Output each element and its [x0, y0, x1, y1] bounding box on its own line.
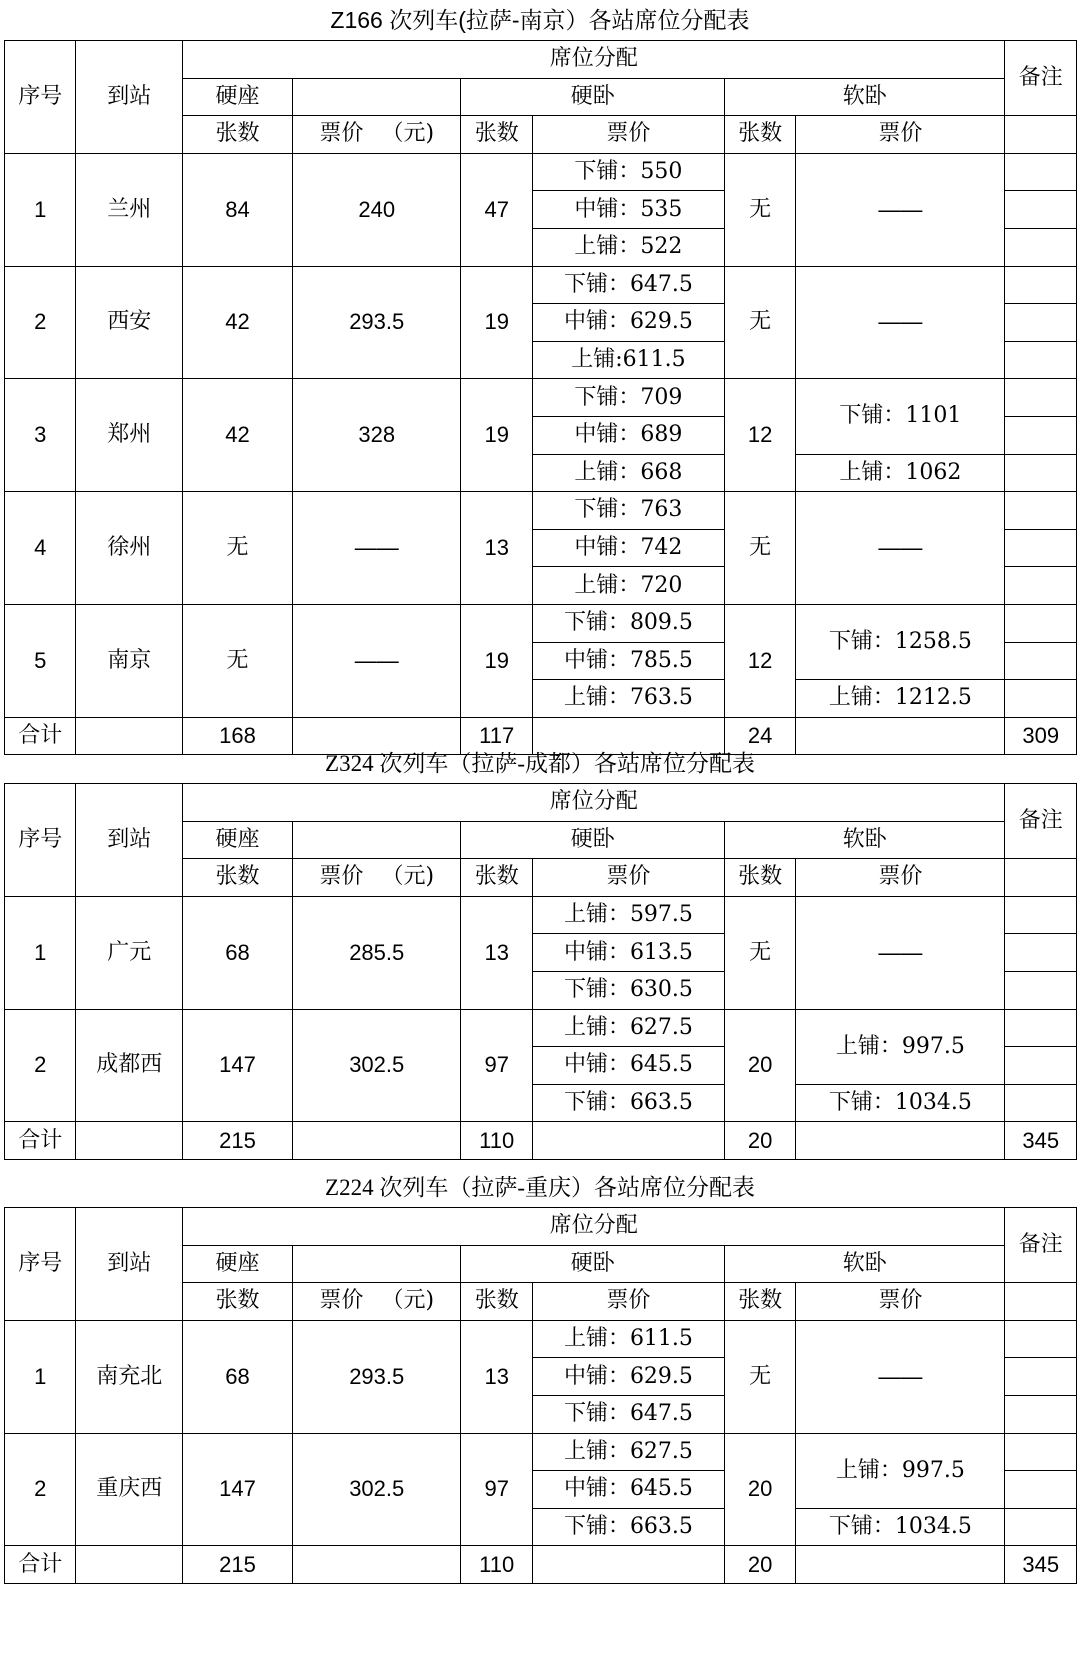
soft-sleeper-price: ——: [796, 153, 1005, 266]
hard-sleeper-berth-price: 上铺：627.5: [532, 1009, 724, 1047]
total-hard-sleeper: 117: [461, 717, 532, 755]
blank-cell: [76, 1122, 183, 1160]
soft-sleeper-berth-price: 下铺：1258.5: [796, 604, 1005, 679]
header-remark: 备注: [1005, 41, 1077, 116]
remark-cell: [1005, 266, 1077, 304]
soft-sleeper-berth-price: 下铺：1034.5: [796, 1084, 1005, 1122]
soft-sleeper-count: 无: [724, 1320, 795, 1433]
total-soft-sleeper: 20: [724, 1122, 795, 1160]
total-soft-sleeper: 20: [724, 1546, 795, 1584]
header-hard-sleeper-price: 票价: [532, 116, 724, 154]
header-row: [5, 41, 1077, 79]
hard-sleeper-berth-price: 上铺：763.5: [532, 680, 724, 718]
header-soft-sleeper-price: 票价: [796, 1283, 1005, 1321]
seat-allocation-table: [4, 1207, 1077, 1584]
hard-sleeper-berth-price: 上铺：668: [532, 454, 724, 492]
total-label: 合计: [5, 717, 76, 755]
remark-cell: [1005, 341, 1077, 379]
remark-cell: [1005, 1283, 1077, 1321]
remark-cell: [1005, 934, 1077, 972]
hard-seat-count: 无: [183, 604, 293, 717]
total-hard-sleeper: 110: [461, 1546, 532, 1584]
hard-seat-count: 42: [183, 379, 293, 492]
hard-sleeper-berth-price: 中铺：629.5: [532, 1358, 724, 1396]
hard-sleeper-berth-price: 中铺：689: [532, 416, 724, 454]
header-soft-sleeper-price: 票价: [796, 859, 1005, 897]
table-title: Z324 次列车（拉萨-成都）各站席位分配表: [325, 751, 755, 776]
hard-sleeper-berth-price: 上铺：720: [532, 567, 724, 605]
total-hard-sleeper: 110: [461, 1122, 532, 1160]
hard-sleeper-berth-price: 下铺：647.5: [532, 1395, 724, 1433]
hard-seat-price: ——: [292, 492, 461, 605]
remark-cell: [1005, 604, 1077, 642]
remark-cell: [1005, 492, 1077, 530]
remark-cell: [1005, 228, 1077, 266]
header-hard-sleeper-count: 张数: [461, 859, 532, 897]
total-all: 345: [1005, 1546, 1077, 1584]
table-row: [5, 896, 1077, 934]
header-seat-allocation: 席位分配: [183, 784, 1005, 822]
header-hard-sleeper-price: 票价: [532, 859, 724, 897]
table-title: Z224 次列车（拉萨-重庆）各站席位分配表: [325, 1175, 755, 1200]
soft-sleeper-count: 12: [724, 604, 795, 717]
remark-cell: [1005, 567, 1077, 605]
header-hard-seat-price: [292, 116, 461, 154]
station-name: 兰州: [76, 153, 183, 266]
hard-sleeper-berth-price: 上铺：611.5: [532, 1320, 724, 1358]
table-row: [5, 1009, 1077, 1047]
hard-sleeper-berth-price: 下铺：663.5: [532, 1084, 724, 1122]
total-hard-seat: 168: [183, 717, 293, 755]
hard-seat-price: 328: [292, 379, 461, 492]
row-index: 1: [5, 896, 76, 1009]
hard-sleeper-berth-price: 中铺：742: [532, 529, 724, 567]
hard-seat-count: 84: [183, 153, 293, 266]
remark-cell: [1005, 1508, 1077, 1546]
header-hard-seat-price: [292, 1283, 461, 1321]
header-row: [5, 784, 1077, 822]
header-soft-sleeper-price: 票价: [796, 116, 1005, 154]
header-soft-sleeper-count: 张数: [724, 116, 795, 154]
hard-sleeper-berth-price: 中铺：645.5: [532, 1471, 724, 1509]
row-index: 1: [5, 153, 76, 266]
hard-sleeper-berth-price: 中铺：613.5: [532, 934, 724, 972]
hard-sleeper-berth-price: 下铺：763: [532, 492, 724, 530]
remark-cell: [1005, 454, 1077, 492]
hard-seat-price: 302.5: [292, 1433, 461, 1546]
total-all: 309: [1005, 717, 1077, 755]
remark-cell: [1005, 971, 1077, 1009]
header-hard-sleeper: 硬卧: [461, 78, 724, 116]
hard-sleeper-count: 97: [461, 1433, 532, 1546]
remark-cell: [1005, 642, 1077, 680]
soft-sleeper-count: 20: [724, 1009, 795, 1122]
blank-cell: [532, 1546, 724, 1584]
hard-seat-count: 68: [183, 1320, 293, 1433]
table-row: [5, 153, 1077, 191]
header-index: 序号: [5, 41, 76, 154]
hard-seat-count: 68: [183, 896, 293, 1009]
station-name: 郑州: [76, 379, 183, 492]
remark-cell: [1005, 153, 1077, 191]
remark-cell: [1005, 416, 1077, 454]
row-index: 2: [5, 1433, 76, 1546]
hard-sleeper-berth-price: 下铺：550: [532, 153, 724, 191]
header-index: 序号: [5, 784, 76, 897]
station-name: 西安: [76, 266, 183, 379]
header-seat-allocation: 席位分配: [183, 1208, 1005, 1246]
soft-sleeper-berth-price: 上铺：1212.5: [796, 680, 1005, 718]
table-row: [5, 266, 1077, 304]
remark-cell: [1005, 1047, 1077, 1085]
hard-seat-count: 147: [183, 1009, 293, 1122]
header-station: 到站: [76, 784, 183, 897]
header-remark: 备注: [1005, 1208, 1077, 1283]
hard-sleeper-berth-price: 下铺：709: [532, 379, 724, 417]
hard-sleeper-berth-price: 下铺：663.5: [532, 1508, 724, 1546]
soft-sleeper-price: ——: [796, 1320, 1005, 1433]
hard-sleeper-berth-price: 中铺：785.5: [532, 642, 724, 680]
price-unit: （元): [381, 121, 435, 147]
hard-sleeper-count: 19: [461, 266, 532, 379]
header-blank: [292, 821, 461, 859]
remark-cell: [1005, 1395, 1077, 1433]
total-row: [5, 1122, 1077, 1160]
header-hard-sleeper-count: 张数: [461, 116, 532, 154]
total-label: 合计: [5, 1546, 76, 1584]
hard-seat-count: 42: [183, 266, 293, 379]
header-remark: 备注: [1005, 784, 1077, 859]
hard-sleeper-count: 13: [461, 1320, 532, 1433]
total-hard-seat: 215: [183, 1122, 293, 1160]
price-unit: （元): [381, 864, 435, 890]
header-hard-seat-count: 张数: [183, 859, 293, 897]
header-hard-seat: 硬座: [183, 1245, 293, 1283]
row-index: 4: [5, 492, 76, 605]
soft-sleeper-count: 12: [724, 379, 795, 492]
hard-seat-count: 无: [183, 492, 293, 605]
remark-cell: [1005, 116, 1077, 154]
remark-cell: [1005, 1433, 1077, 1471]
table-row: [5, 604, 1077, 642]
station-name: 重庆西: [76, 1433, 183, 1546]
soft-sleeper-count: 无: [724, 153, 795, 266]
hard-sleeper-berth-price: 上铺:611.5: [532, 341, 724, 379]
station-name: 南京: [76, 604, 183, 717]
hard-sleeper-berth-price: 下铺：809.5: [532, 604, 724, 642]
soft-sleeper-berth-price: 下铺：1101: [796, 379, 1005, 454]
hard-sleeper-count: 13: [461, 492, 532, 605]
hard-seat-price: 293.5: [292, 1320, 461, 1433]
hard-sleeper-count: 47: [461, 153, 532, 266]
total-hard-seat: 215: [183, 1546, 293, 1584]
hard-sleeper-berth-price: 中铺：645.5: [532, 1047, 724, 1085]
header-hard-seat-price: [292, 859, 461, 897]
table-row: [5, 1433, 1077, 1471]
hard-sleeper-berth-price: 上铺：627.5: [532, 1433, 724, 1471]
soft-sleeper-price: ——: [796, 266, 1005, 379]
remark-cell: [1005, 680, 1077, 718]
header-blank: [292, 1245, 461, 1283]
soft-sleeper-price: ——: [796, 896, 1005, 1009]
total-label: 合计: [5, 1122, 76, 1160]
blank-cell: [292, 1546, 461, 1584]
station-name: 徐州: [76, 492, 183, 605]
hard-sleeper-berth-price: 下铺：630.5: [532, 971, 724, 1009]
soft-sleeper-berth-price: 上铺：997.5: [796, 1009, 1005, 1084]
soft-sleeper-count: 无: [724, 266, 795, 379]
seat-allocation-table: [4, 783, 1077, 1160]
hard-sleeper-berth-price: 中铺：629.5: [532, 304, 724, 342]
soft-sleeper-berth-price: 上铺：1062: [796, 454, 1005, 492]
hard-seat-price: 240: [292, 153, 461, 266]
hard-sleeper-berth-price: 上铺：597.5: [532, 896, 724, 934]
total-soft-sleeper: 24: [724, 717, 795, 755]
remark-cell: [1005, 191, 1077, 229]
header-soft-sleeper: 软卧: [724, 1245, 1005, 1283]
total-row: [5, 1546, 1077, 1584]
soft-sleeper-count: 无: [724, 492, 795, 605]
table-row: [5, 492, 1077, 530]
remark-cell: [1005, 1358, 1077, 1396]
header-blank: [292, 78, 461, 116]
blank-cell: [76, 1546, 183, 1584]
row-index: 2: [5, 266, 76, 379]
hard-sleeper-count: 19: [461, 604, 532, 717]
seat-allocation-table: [4, 40, 1077, 755]
blank-cell: [292, 1122, 461, 1160]
remark-cell: [1005, 1084, 1077, 1122]
header-row: [5, 1208, 1077, 1246]
hard-sleeper-berth-price: 中铺：535: [532, 191, 724, 229]
row-index: 2: [5, 1009, 76, 1122]
remark-cell: [1005, 304, 1077, 342]
blank-cell: [796, 1122, 1005, 1160]
station-name: 成都西: [76, 1009, 183, 1122]
header-station: 到站: [76, 41, 183, 154]
remark-cell: [1005, 529, 1077, 567]
header-station: 到站: [76, 1208, 183, 1321]
header-soft-sleeper-count: 张数: [724, 859, 795, 897]
hard-sleeper-count: 13: [461, 896, 532, 1009]
total-all: 345: [1005, 1122, 1077, 1160]
remark-cell: [1005, 859, 1077, 897]
hard-sleeper-berth-price: 上铺：522: [532, 228, 724, 266]
row-index: 1: [5, 1320, 76, 1433]
header-hard-sleeper: 硬卧: [461, 1245, 724, 1283]
header-index: 序号: [5, 1208, 76, 1321]
remark-cell: [1005, 379, 1077, 417]
header-hard-seat-count: 张数: [183, 116, 293, 154]
station-name: 广元: [76, 896, 183, 1009]
hard-seat-price: 302.5: [292, 1009, 461, 1122]
soft-sleeper-price: ——: [796, 492, 1005, 605]
hard-seat-count: 147: [183, 1433, 293, 1546]
header-seat-allocation: 席位分配: [183, 41, 1005, 79]
header-hard-seat-count: 张数: [183, 1283, 293, 1321]
soft-sleeper-count: 无: [724, 896, 795, 1009]
hard-sleeper-count: 19: [461, 379, 532, 492]
table-row: [5, 379, 1077, 417]
header-soft-sleeper: 软卧: [724, 821, 1005, 859]
table-title: Z166 次列车(拉萨-南京）各站席位分配表: [330, 7, 750, 33]
price-label: 票价: [319, 121, 364, 147]
price-label: 票价: [319, 1288, 364, 1314]
row-index: 5: [5, 604, 76, 717]
remark-cell: [1005, 1471, 1077, 1509]
header-hard-sleeper-count: 张数: [461, 1283, 532, 1321]
hard-seat-price: 285.5: [292, 896, 461, 1009]
soft-sleeper-berth-price: 下铺：1034.5: [796, 1508, 1005, 1546]
station-name: 南充北: [76, 1320, 183, 1433]
price-label: 票价: [319, 864, 364, 890]
row-index: 3: [5, 379, 76, 492]
hard-sleeper-count: 97: [461, 1009, 532, 1122]
table-row: [5, 1320, 1077, 1358]
soft-sleeper-berth-price: 上铺：997.5: [796, 1433, 1005, 1508]
header-hard-seat: 硬座: [183, 78, 293, 116]
remark-cell: [1005, 1009, 1077, 1047]
hard-seat-price: 293.5: [292, 266, 461, 379]
blank-cell: [532, 1122, 724, 1160]
header-soft-sleeper: 软卧: [724, 78, 1005, 116]
remark-cell: [1005, 1320, 1077, 1358]
blank-cell: [796, 1546, 1005, 1584]
header-hard-sleeper-price: 票价: [532, 1283, 724, 1321]
price-unit: （元): [381, 1288, 435, 1314]
header-hard-sleeper: 硬卧: [461, 821, 724, 859]
soft-sleeper-count: 20: [724, 1433, 795, 1546]
hard-seat-price: ——: [292, 604, 461, 717]
header-hard-seat: 硬座: [183, 821, 293, 859]
hard-sleeper-berth-price: 下铺：647.5: [532, 266, 724, 304]
remark-cell: [1005, 896, 1077, 934]
header-soft-sleeper-count: 张数: [724, 1283, 795, 1321]
